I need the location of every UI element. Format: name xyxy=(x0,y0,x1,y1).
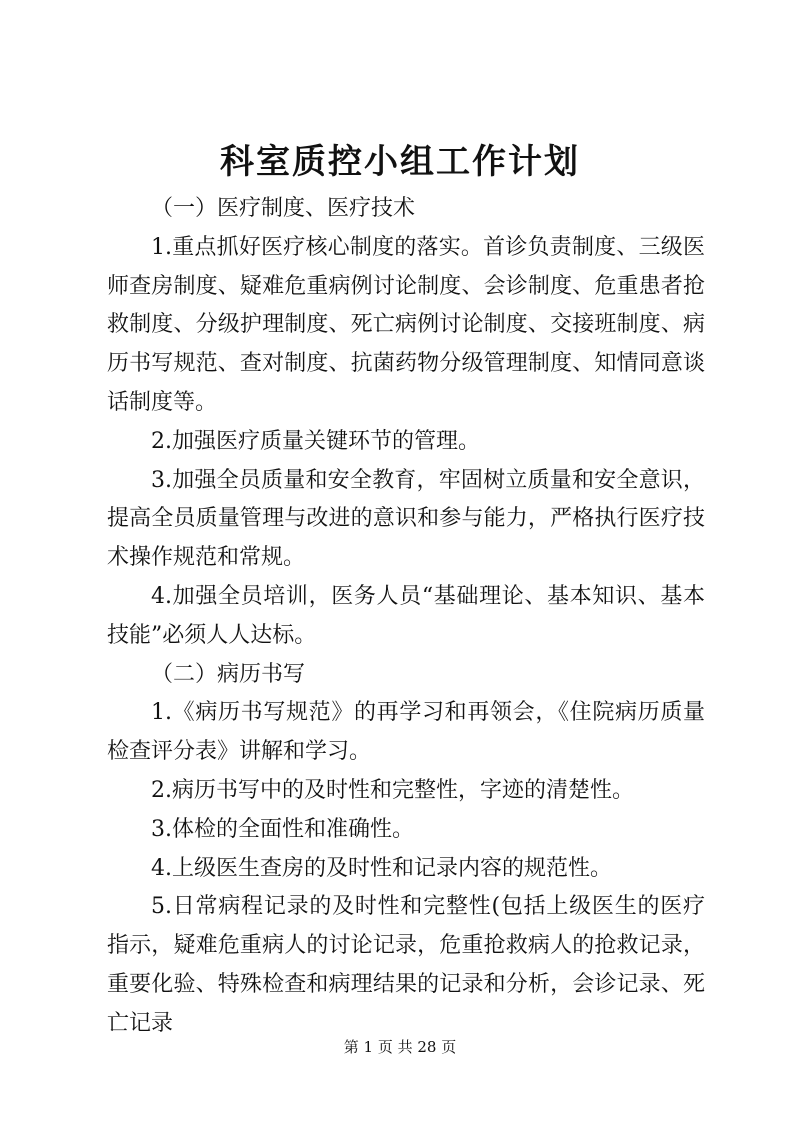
paragraph: 3.加强全员质量和安全教育，牢固树立质量和安全意识，提高全员质量管理与改进的意识和参与能力，严格执行医疗技术操作规范和常规。 xyxy=(107,467,705,571)
paragraph: 1.重点抓好医疗核心制度的落实。首诊负责制度、三级医师查房制度、疑难危重病例讨论制度、会诊制度、危重患者抢救制度、分级护理制度、死亡病例讨论制度、交接班制度、病历书写规范、查对制度、抗菌药物分级管理制度、知情同意谈话制度等。 xyxy=(107,234,705,415)
paragraph: 5.日常病程记录的及时性和完整性(包括上级医生的医疗指示，疑难危重病人的讨论记录，危重抢救病人的抢救记录，重要化验、特殊检查和病理结果的记录和分析，会诊记录、死亡记录 xyxy=(107,894,705,1036)
section-heading-2: （二）病历书写 xyxy=(151,661,306,687)
page-footer: 第 1 页 共 28 页 xyxy=(343,1038,457,1056)
paragraph: 2.加强医疗质量关键环节的管理。 xyxy=(151,428,480,454)
paragraph: 4.加强全员培训，医务人员“基础理论、基本知识、基本技能”必须人人达标。 xyxy=(107,583,705,648)
section-heading-1: （一）医疗制度、医疗技术 xyxy=(151,196,416,221)
paragraph: 3.体检的全面性和准确性。 xyxy=(151,816,414,842)
document-body xyxy=(107,190,705,1044)
paragraph: 2.病历书写中的及时性和完整性，字迹的清楚性。 xyxy=(151,777,634,803)
paragraph: 1.《病历书写规范》的再学习和再领会，《住院病历质量检查评分表》讲解和学习。 xyxy=(107,700,705,765)
document-title: 科室质控小组工作计划 xyxy=(220,142,580,182)
paragraph: 4.上级医生查房的及时性和记录内容的规范性。 xyxy=(151,855,612,881)
